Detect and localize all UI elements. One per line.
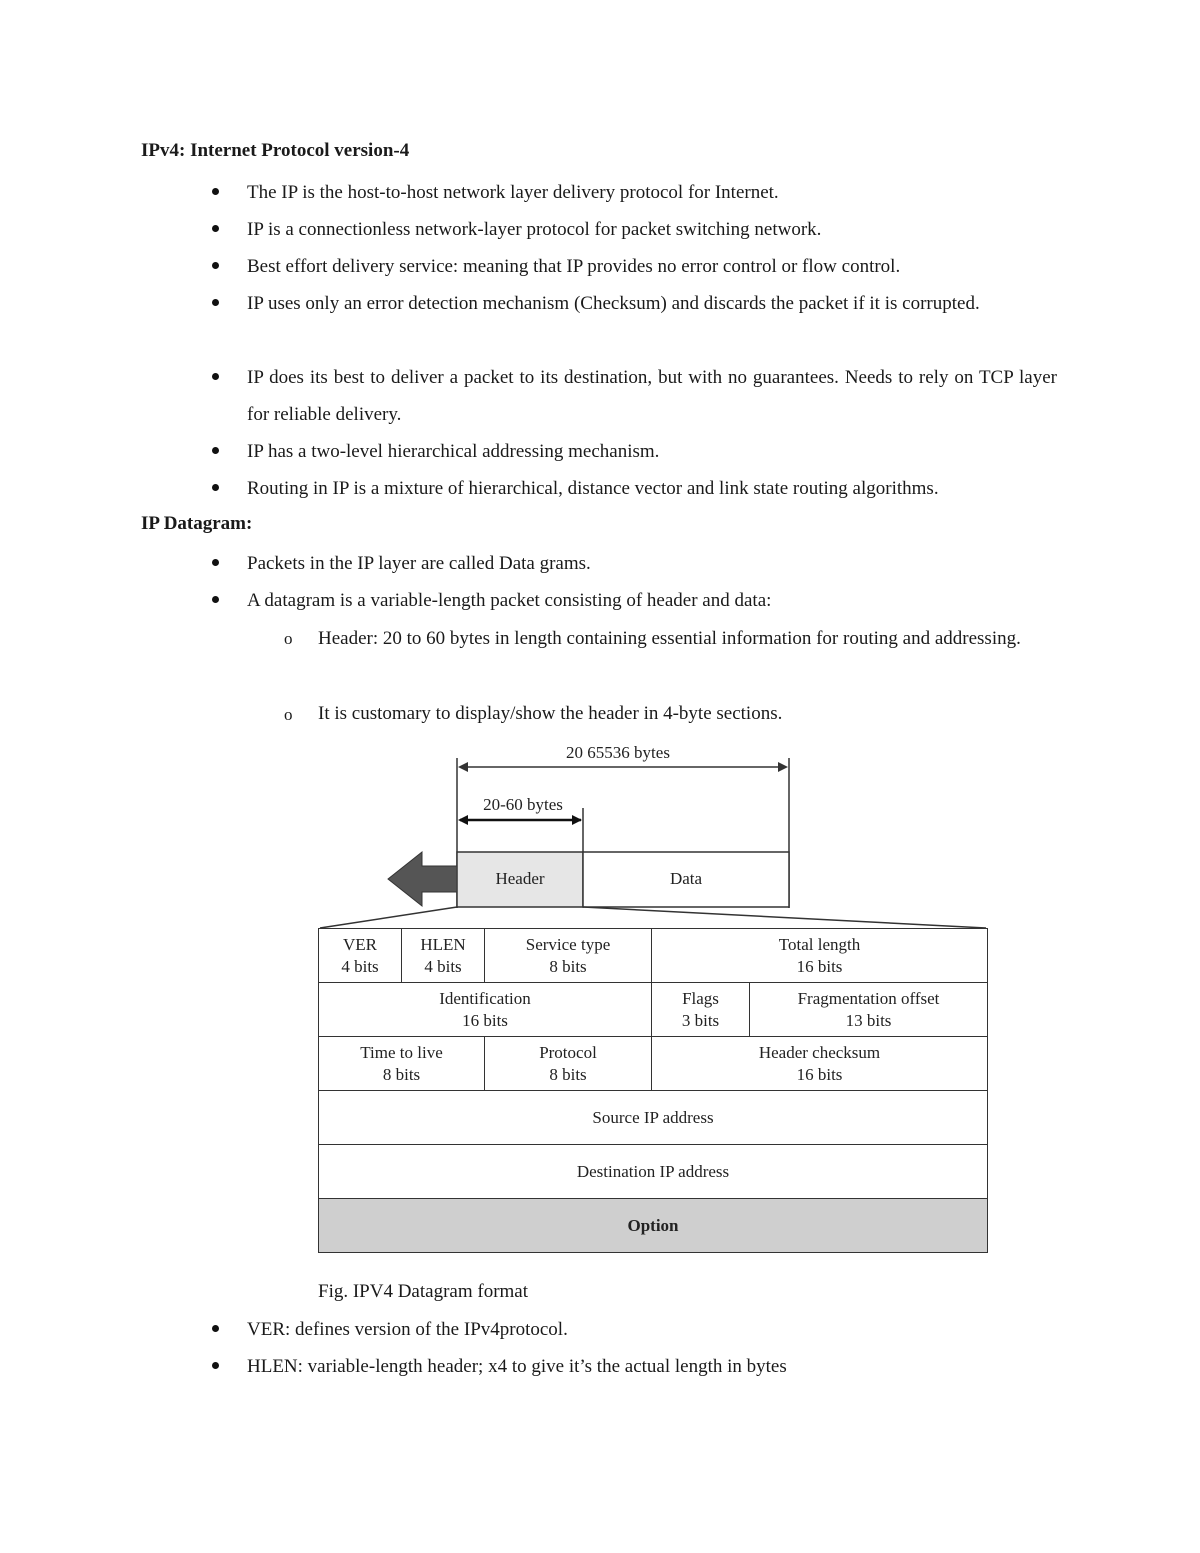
arrow-left-icon	[458, 762, 468, 772]
header-format-table	[318, 928, 988, 1253]
table-row	[319, 983, 988, 1037]
field-service-type: Service type 8 bits	[485, 929, 652, 983]
sub-bullet-marker: o	[284, 629, 293, 648]
total-length-label: 20 65536 bytes	[566, 743, 670, 762]
field-protocol: Protocol 8 bits	[485, 1037, 652, 1091]
sub-list-item: It is customary to display/show the header in 4-byte sections.	[318, 703, 783, 724]
table-row	[319, 1145, 988, 1199]
field-fragmentation-offset: Fragmentation offset 13 bits	[750, 983, 988, 1037]
header-range-label: 20-60 bytes	[483, 795, 563, 814]
field-option: Option	[319, 1199, 988, 1253]
list-item: IP does its best to deliver a packet to its destination, but with no guarantees. Needs to rely on TCP layer for reliable delivery.	[247, 367, 1057, 425]
bullet-icon	[212, 1325, 219, 1332]
big-left-arrow-icon	[388, 852, 457, 906]
bullet-icon	[212, 225, 219, 232]
table-row	[319, 1091, 988, 1145]
bullet-icon	[212, 559, 219, 566]
expand-right-line	[583, 907, 986, 928]
arrow-left-icon	[458, 815, 468, 825]
bullet-icon	[212, 484, 219, 491]
list-item: HLEN: variable-length header; x4 to give it’s the actual length in bytes	[247, 1356, 787, 1377]
field-destination-ip: Destination IP address	[319, 1145, 988, 1199]
field-source-ip: Source IP address	[319, 1091, 988, 1145]
list-item: A datagram is a variable-length packet consisting of header and data:	[247, 590, 772, 611]
figure-caption: Fig. IPV4 Datagram format	[318, 1281, 529, 1302]
bullet-icon	[212, 299, 219, 306]
expand-left-line	[320, 907, 457, 928]
sub-list-item: Header: 20 to 60 bytes in length containing essential information for routing and addressing.	[318, 628, 1021, 649]
field-flags: Flags 3 bits	[652, 983, 750, 1037]
list-item: The IP is the host-to-host network layer delivery protocol for Internet.	[247, 182, 779, 203]
arrow-right-icon	[778, 762, 788, 772]
ipv4-datagram-diagram	[300, 728, 1020, 1273]
bullet-icon	[212, 373, 219, 380]
table-row	[319, 1037, 988, 1091]
list-item: IP uses only an error detection mechanism (Checksum) and discards the packet if it is corrupted.	[247, 293, 980, 314]
data-box-label: Data	[669, 869, 703, 888]
bullet-icon	[212, 188, 219, 195]
table-row	[319, 929, 988, 983]
list-item: Best effort delivery service: meaning that IP provides no error control or flow control.	[247, 256, 901, 277]
list-item: IP is a connectionless network-layer protocol for packet switching network.	[247, 219, 822, 240]
header-box-label: Header	[495, 869, 545, 888]
field-header-checksum: Header checksum 16 bits	[652, 1037, 988, 1091]
field-time-to-live: Time to live 8 bits	[319, 1037, 485, 1091]
bullet-icon	[212, 447, 219, 454]
list-item: Routing in IP is a mixture of hierarchical, distance vector and link state routing algorithms.	[247, 478, 939, 499]
list-item: IP has a two-level hierarchical addressing mechanism.	[247, 441, 660, 462]
field-total-length: Total length 16 bits	[652, 929, 988, 983]
bullet-icon	[212, 596, 219, 603]
section-title-ip-datagram: IP Datagram:	[141, 513, 253, 534]
field-hlen: HLEN 4 bits	[402, 929, 485, 983]
table-row	[319, 1199, 988, 1253]
field-identification: Identification 16 bits	[319, 983, 652, 1037]
section-title-ipv4: IPv4: Internet Protocol version-4	[141, 140, 410, 161]
bullet-icon	[212, 1362, 219, 1369]
list-item: VER: defines version of the IPv4protocol.	[247, 1319, 568, 1340]
header-format-table-wrap	[318, 928, 985, 1263]
field-ver: VER 4 bits	[319, 929, 402, 983]
list-item: Packets in the IP layer are called Data grams.	[247, 553, 591, 574]
bullet-icon	[212, 262, 219, 269]
arrow-right-icon	[572, 815, 582, 825]
sub-bullet-marker: o	[284, 705, 293, 724]
